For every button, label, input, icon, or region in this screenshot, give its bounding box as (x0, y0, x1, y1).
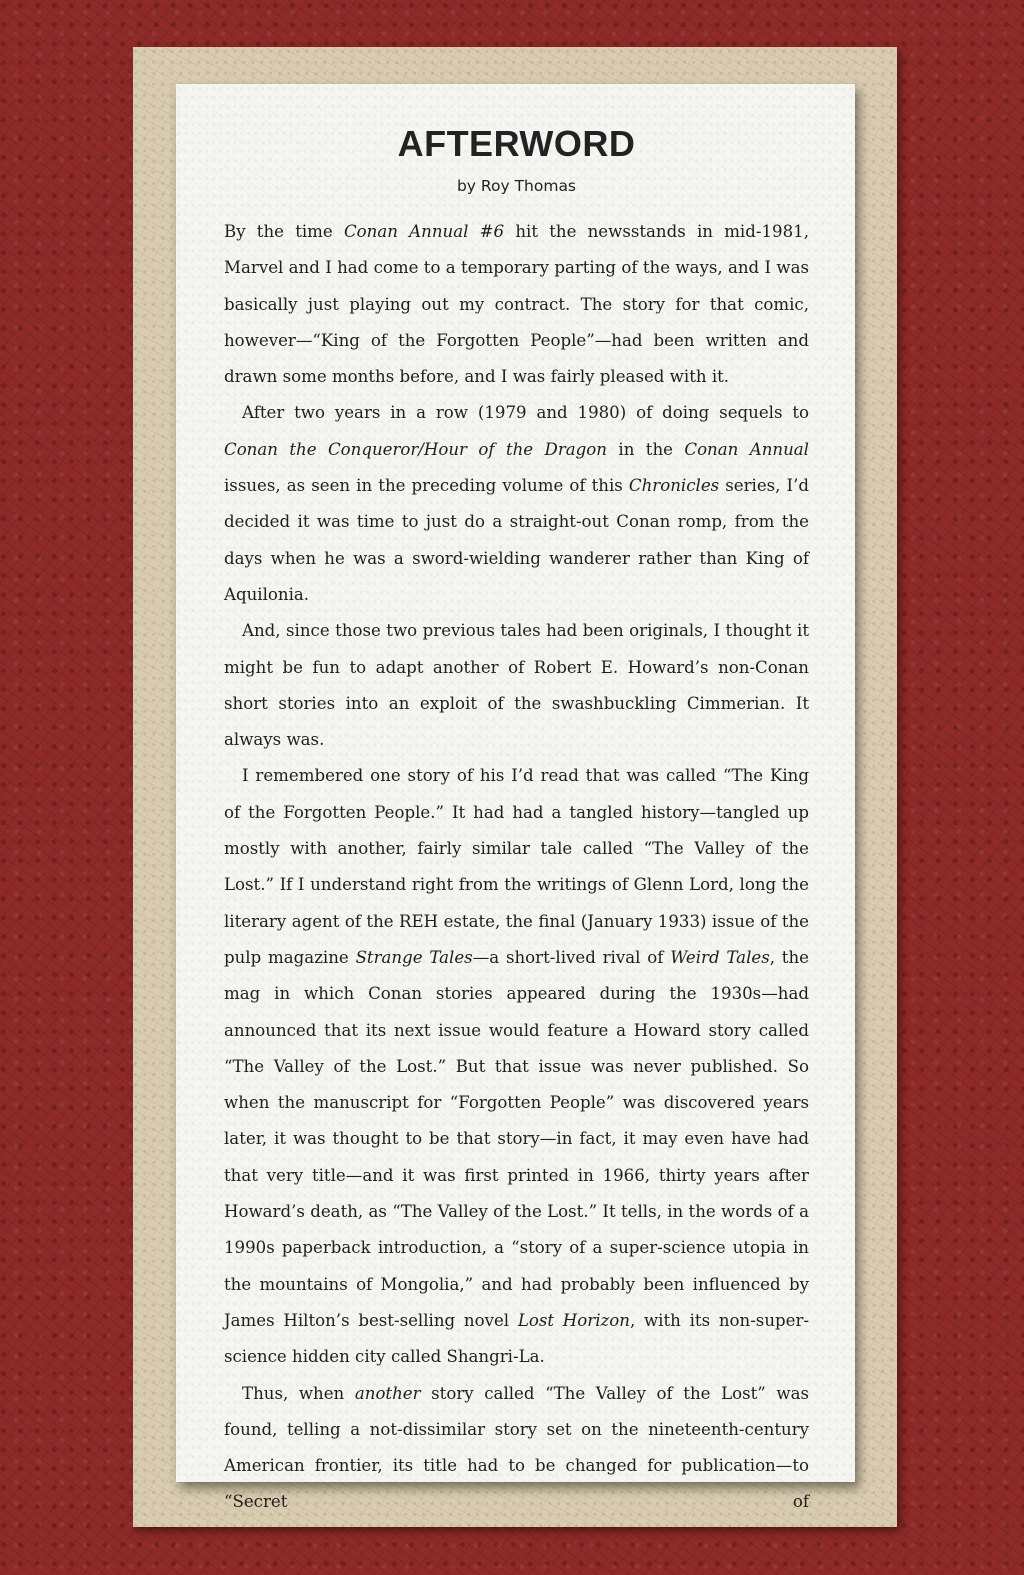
paragraph-text: in the (606, 439, 685, 459)
italic-title-text: Lost Horizon (517, 1310, 630, 1330)
italic-title-text: Conan Annual #6 (343, 222, 505, 241)
afterword-page (176, 84, 855, 1512)
italic-title-text: another (354, 1383, 421, 1403)
paragraph-text: By the time (224, 222, 344, 241)
page-title: AFTERWORD (397, 123, 636, 164)
paragraph-text: And, since those two previous tales had been originals, I thought it might be fun to adapt another of Robert E. Howard’s non-Conan short stories into an exploit of the swashbuckling Cimmerian. It always was. (224, 621, 809, 750)
paragraph-text: series, I’d decided it was time to just do a straight-out Conan romp, from the days when he was a sword-wielding wanderer rather than King of Aquilonia. (224, 476, 810, 604)
paragraph-text: I remembered one story of his I’d read that was called “The King of the Forgotten People.” It had had a tangled history—tangled up mostly with another, fairly similar tale called “The Valley of the Lost.” If I understand right from the writings of Glenn Lord, long the literary agent of the REH estate, the final (January 1933) issue of the pulp magazine (224, 766, 809, 967)
paragraph-text: Thus, when (242, 1383, 355, 1403)
article-paragraph (224, 395, 809, 613)
paragraph-text: After two years in a row (1979 and 1980) of doing sequels to (242, 403, 809, 423)
article-body (224, 214, 809, 1521)
article-paragraph (224, 1376, 809, 1521)
italic-title-text: Strange Tales (355, 947, 473, 967)
paragraph-text: —a short-lived rival of (472, 947, 671, 967)
article-paragraph (224, 613, 809, 758)
paragraph-text: hit the newsstands in mid-1981, Marvel and I had come to a temporary parting of the ways, and I was basically just playing out my contract. The story for that comic, however—“King of the Forgotten People”—had been written and drawn some months before, and I was fairly pleased with it. (224, 222, 809, 387)
paragraph-text: issues, as seen in the preceding volume of this (224, 476, 629, 496)
article-paragraph (224, 214, 809, 395)
paragraph-text: , with its non-super-science hidden city called Shangri-La. (224, 1310, 809, 1367)
paragraph-text: story called “The Valley of the Lost” was found, telling a not-dissimilar story set on the nineteenth-century American frontier, its title had to be changed for publication—to “Secret of (224, 1383, 809, 1512)
italic-title-text: Conan Annual (684, 439, 809, 459)
italic-title-text: Weird Tales (670, 947, 770, 967)
author-byline: by Roy Thomas (456, 177, 577, 195)
italic-title-text: Conan the Conqueror/Hour of the Dragon (224, 439, 607, 459)
italic-title-text: Chronicles (628, 476, 720, 496)
article-paragraph (224, 758, 809, 1375)
paragraph-text: , the mag in which Conan stories appeared during the 1930s—had announced that its next issue would feature a Howard story called “The Valley of the Lost.” But that issue was never published. So when the manuscript for “Forgotten People” was discovered years later, it was thought to be that story—in fact, it may even have had that very title—and it was first printed in 1966, thirty years after Howard’s death, as “The Valley of the Lost.” It tells, in the words of a 1990s paperback introduction, a “story of a super-science utopia in the mountains of Mongolia,” and had probably been influenced by James Hilton’s best-selling novel (224, 947, 809, 1330)
